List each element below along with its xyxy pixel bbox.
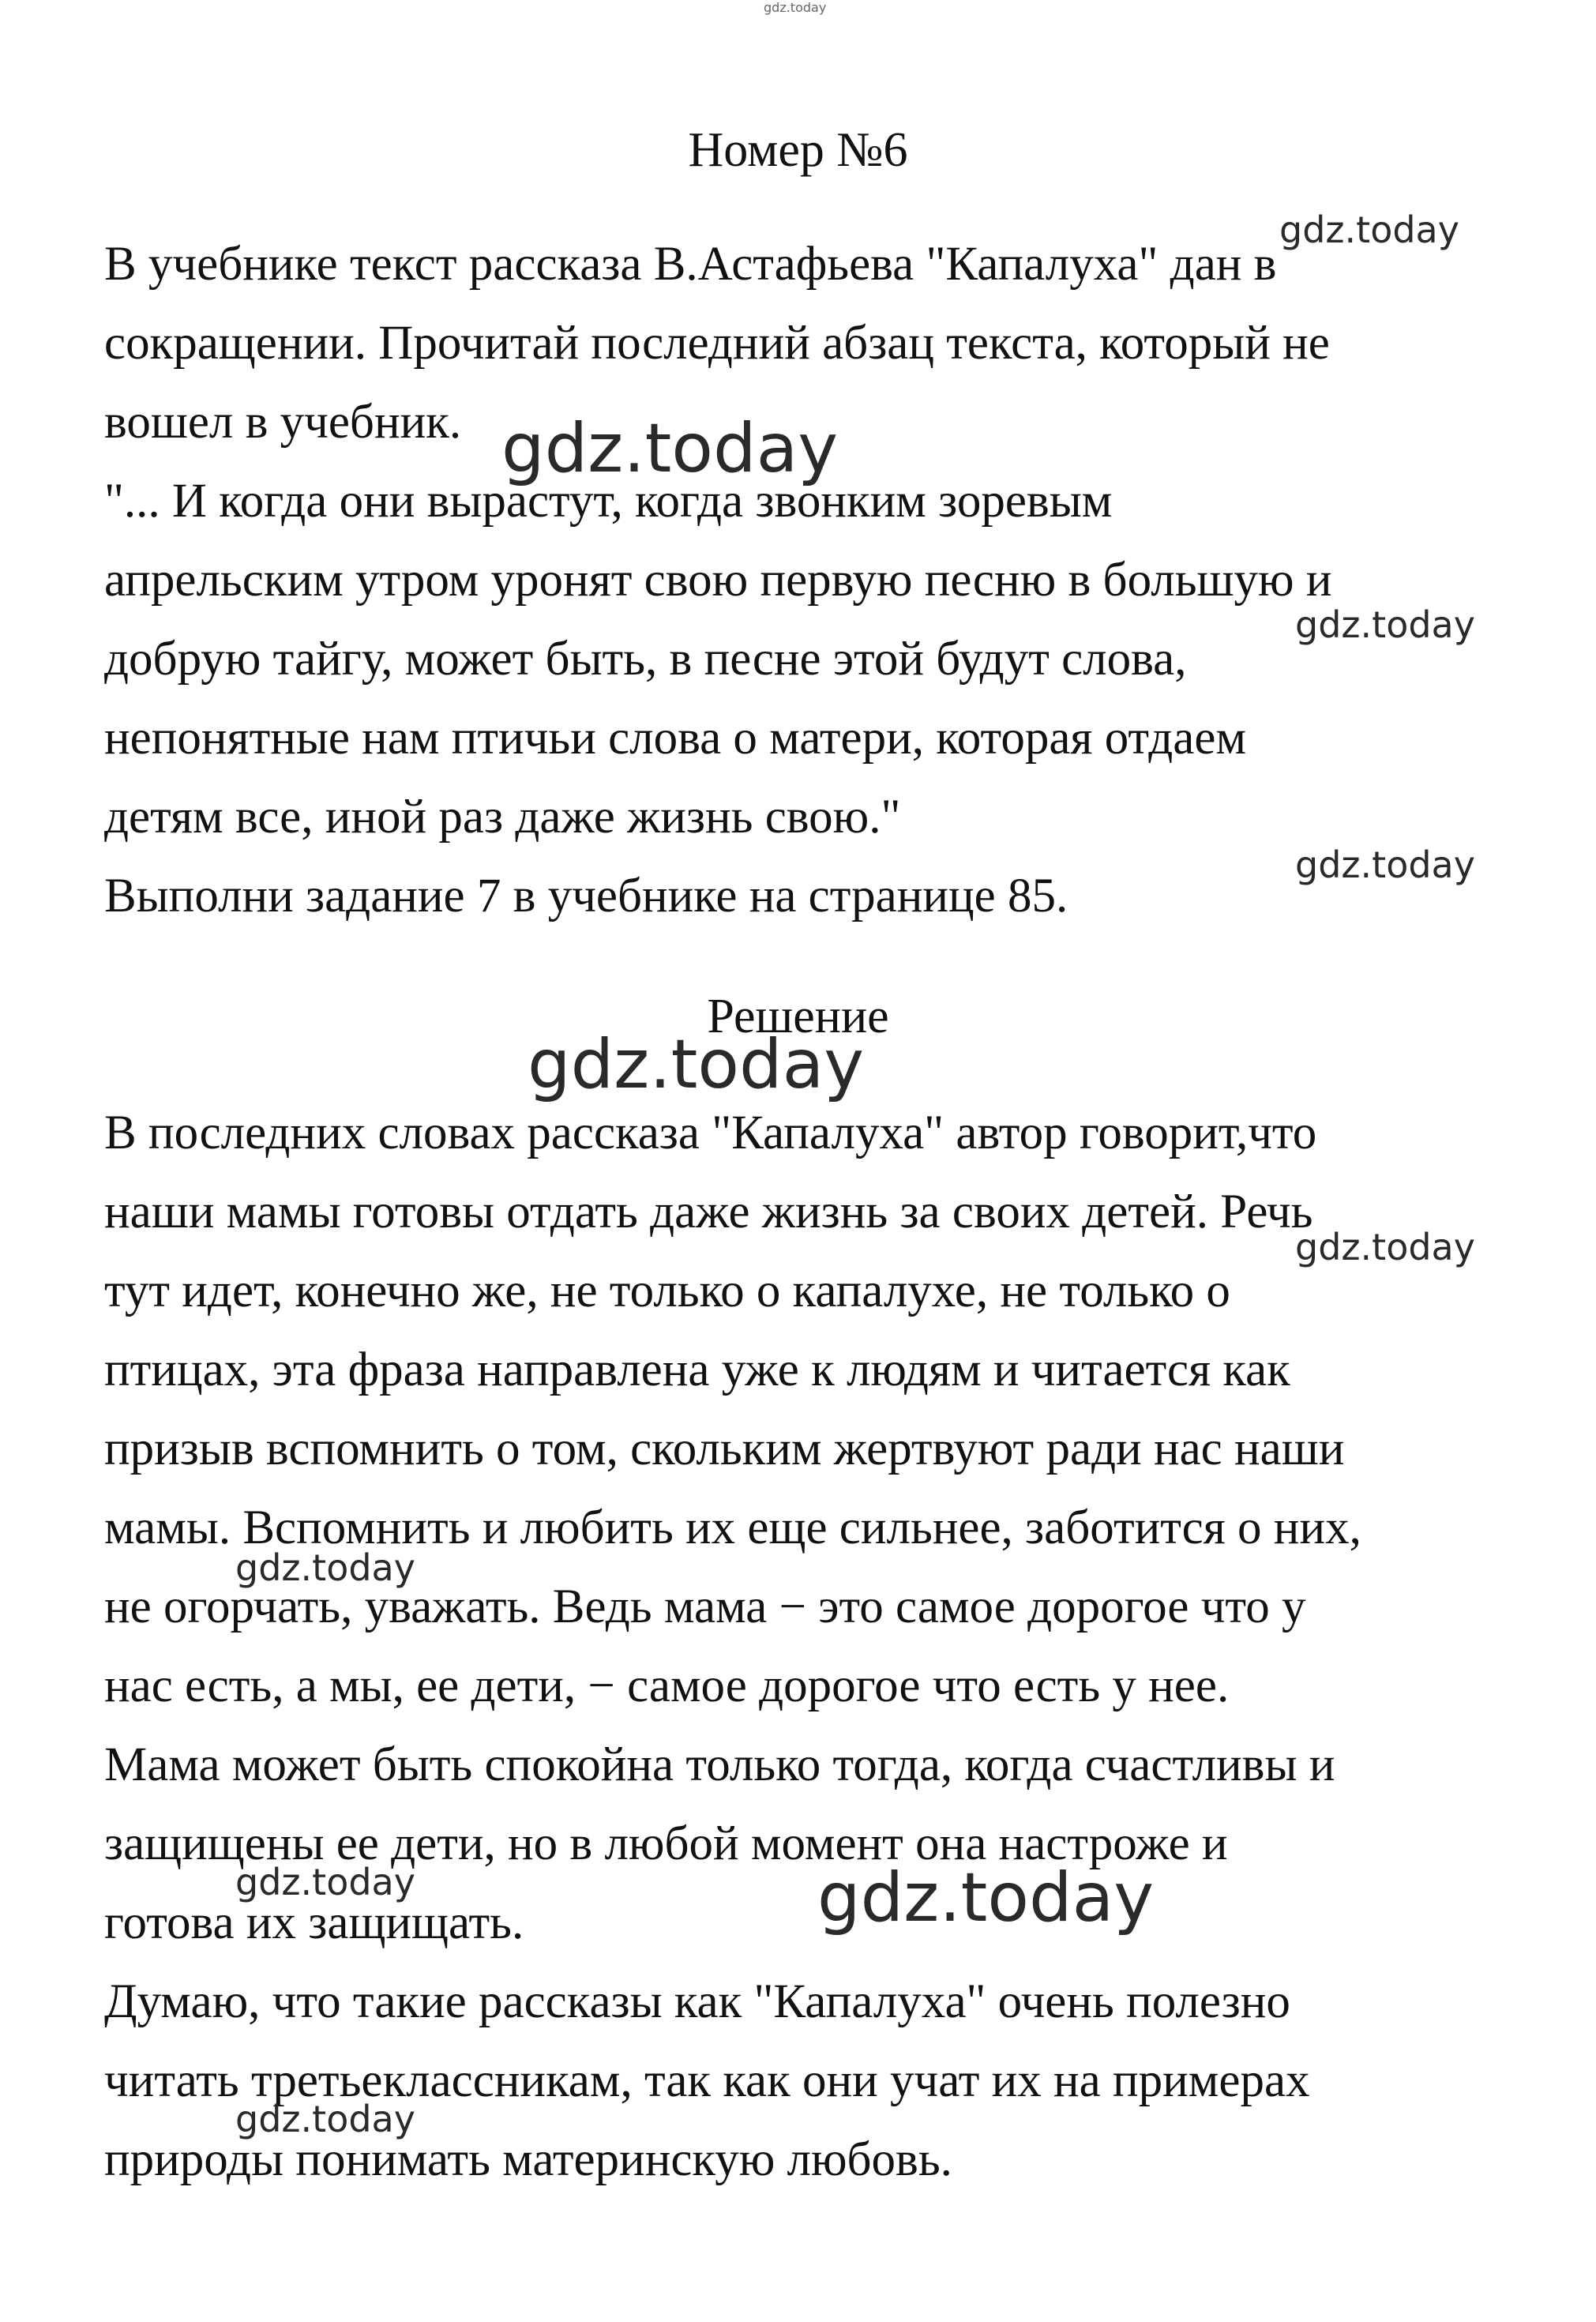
task-line: "... И когда они вырастут, когда звонким зоревым — [104, 475, 1113, 528]
solution-line: тут идет, конечно же, не только о капалухе, не только о — [104, 1264, 1230, 1317]
solution-line: готова их защищать. — [104, 1896, 524, 1949]
watermark: gdz.today — [235, 1546, 415, 1589]
task-line: детям все, иной раз даже жизнь свою." — [104, 791, 901, 844]
task-line: вошел в учебник. — [104, 396, 462, 449]
task-line: сокращении. Прочитай последний абзац текста, который не — [104, 317, 1330, 370]
watermark: gdz.today — [1279, 209, 1459, 251]
watermark: gdz.today — [817, 1858, 1155, 1937]
solution-line: Мама может быть спокойна только тогда, когда счастливы и — [104, 1738, 1335, 1791]
solution-line: наши мамы готовы отдать даже жизнь за своих детей. Речь — [104, 1185, 1313, 1238]
solution-line: призыв вспомнить о том, скольким жертвуют ради нас наши — [104, 1422, 1345, 1475]
watermark: gdz.today — [1295, 844, 1475, 886]
solution-line: читать третьеклассникам, так как они учат их на примерах — [104, 2054, 1310, 2107]
watermark: gdz.today — [528, 1025, 865, 1104]
solution-line: не огорчать, уважать. Ведь мама − это самое дорогое что у — [104, 1580, 1306, 1633]
solution-line: природы понимать материнскую любовь. — [104, 2133, 952, 2186]
task-line: добрую тайгу, может быть, в песне этой будут слова, — [104, 633, 1187, 686]
solution-line: птицах, эта фраза направлена уже к людям и читается как — [104, 1343, 1290, 1396]
solution-line: нас есть, а мы, ее дети, − самое дорогое что есть у нее. — [104, 1659, 1230, 1712]
solution-heading: Решение — [707, 990, 889, 1043]
watermark: gdz.today — [235, 2098, 415, 2140]
watermark: gdz.today — [235, 1861, 415, 1903]
watermark-top: gdz.today — [764, 0, 827, 15]
watermark: gdz.today — [1295, 603, 1475, 646]
task-line: Выполни задание 7 в учебнике на странице 85. — [104, 870, 1068, 922]
solution-line: В последних словах рассказа "Капалуха" автор говорит,что — [104, 1107, 1317, 1159]
solution-line: Думаю, что такие рассказы как "Капалуха" очень полезно — [104, 1975, 1290, 2028]
watermark: gdz.today — [501, 409, 839, 488]
watermark: gdz.today — [1295, 1226, 1475, 1268]
task-line: В учебнике текст рассказа В.Астафьева "Капалуха" дан в — [104, 238, 1277, 291]
task-line: апрельским утром уронят свою первую песню в большую и — [104, 554, 1332, 607]
task-line: непонятные нам птичьи слова о матери, которая отдаем — [104, 712, 1247, 765]
page-title: Номер №6 — [688, 123, 908, 177]
solution-line: мамы. Вспомнить и любить их еще сильнее, заботится о них, — [104, 1501, 1361, 1554]
task-text — [104, 225, 1510, 936]
solution-line: защищены ее дети, но в любой момент она настроже и — [104, 1817, 1228, 1870]
